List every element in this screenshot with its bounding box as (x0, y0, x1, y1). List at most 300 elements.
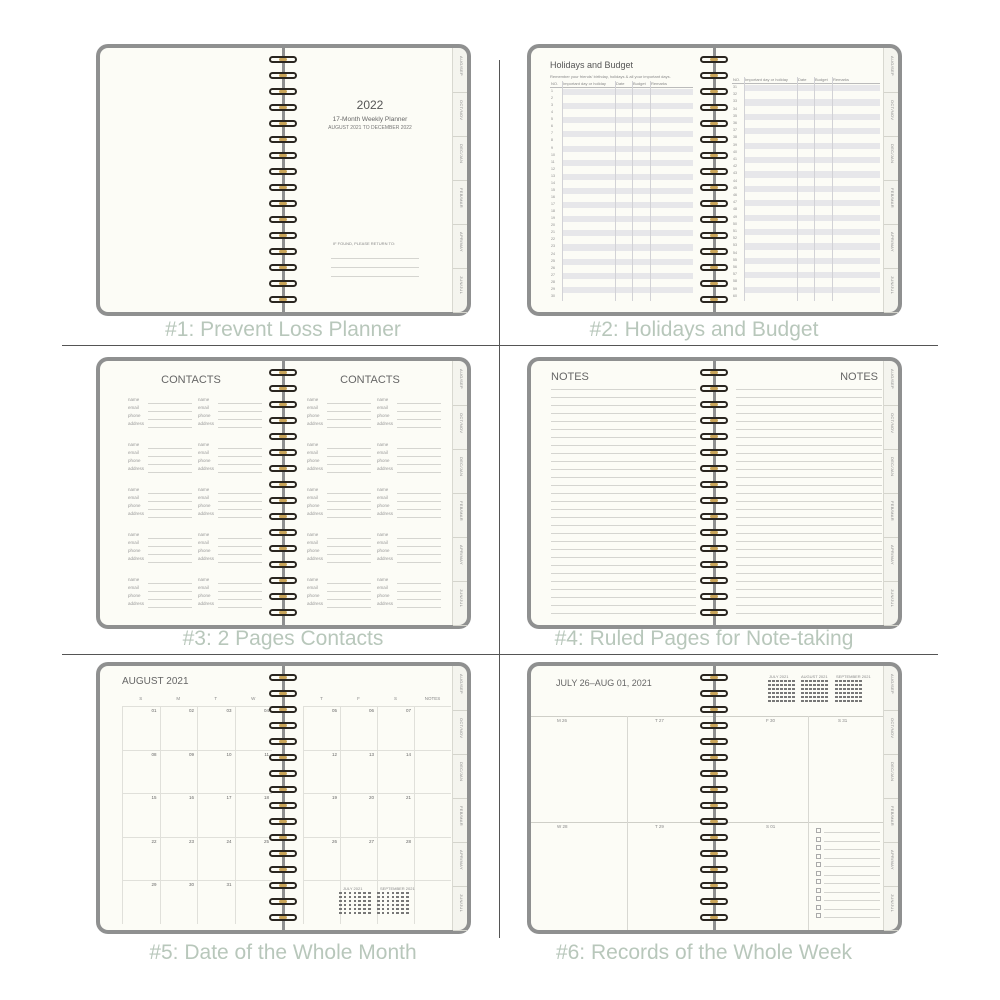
column-line (632, 81, 633, 301)
month-tab-label: FEB/MAR (890, 188, 895, 208)
month-tab-label: AUG/SEP (459, 674, 464, 694)
left-page (531, 666, 713, 930)
checklist (816, 828, 880, 924)
spiral-ring (269, 280, 297, 287)
calendar-day-cell (122, 706, 160, 750)
mini-day-dot (788, 696, 791, 698)
mini-day-dot (805, 688, 808, 690)
weekday-header: S (393, 696, 397, 701)
spiral-ring (700, 417, 728, 424)
checkbox (816, 854, 821, 859)
ruled-line (736, 597, 882, 598)
right-page (716, 361, 886, 625)
contact-field-line (148, 501, 192, 502)
contact-field-line (148, 464, 192, 465)
notes-title-right: NOTES (840, 371, 878, 383)
mini-day-dot (406, 908, 409, 910)
contact-field-line (327, 562, 371, 563)
notes-panel (527, 357, 902, 629)
table-row-bg (744, 99, 880, 105)
mini-day-dot (349, 912, 352, 914)
spiral-ring (700, 280, 728, 287)
row-number: 49 (733, 214, 737, 219)
month-title: AUGUST 2021 (122, 676, 189, 687)
row-number: 58 (733, 279, 737, 284)
calendar-day-number: 10 (226, 751, 232, 757)
row-number: 27 (551, 272, 555, 277)
table-row-bg (744, 157, 880, 163)
row-number: 37 (733, 128, 737, 133)
horizontal-divider-1 (62, 345, 938, 346)
mini-day-dot (382, 904, 385, 906)
ruled-line (551, 429, 696, 430)
spiral-ring (700, 184, 728, 191)
spiral-ring (269, 264, 297, 271)
month-tab-label: JUN/JUL (890, 589, 895, 608)
ruled-line (736, 389, 882, 390)
month-tab-label: FEB/MAR (890, 806, 895, 826)
contact-field-line (327, 509, 371, 510)
checkbox (816, 888, 821, 893)
mini-day-dot (377, 904, 380, 906)
day-divider (627, 716, 628, 930)
spiral-ring (700, 120, 728, 127)
contact-field-label: phone (128, 593, 141, 598)
contact-field-line (148, 419, 192, 420)
contact-field-line (218, 448, 262, 449)
return-line (331, 276, 419, 277)
row-number: 9 (551, 145, 553, 150)
table-row-bg (562, 244, 693, 250)
ruled-line (736, 517, 882, 518)
calendar-day-number: 08 (151, 751, 157, 757)
contact-field-label: phone (307, 503, 320, 508)
spiral-ring (269, 850, 297, 857)
contact-field-label: address (307, 556, 324, 561)
contact-field-label: address (307, 466, 324, 471)
contact-field-label: email (377, 540, 388, 545)
week-row-line (716, 716, 886, 717)
mini-day-dot (780, 680, 783, 682)
spiral-ring (700, 56, 728, 63)
contact-field-label: phone (198, 503, 211, 508)
calendar-day-cell (160, 706, 198, 750)
ruled-line (736, 541, 882, 542)
contact-field-line (397, 517, 441, 518)
table-header: Date (798, 77, 807, 82)
mini-day-dot (835, 684, 838, 686)
mini-day-dot (851, 696, 854, 698)
contact-field-label: name (307, 577, 319, 582)
mini-day-dot (339, 904, 342, 906)
contact-field-label: address (198, 601, 215, 606)
calendar-day-number: 20 (368, 795, 374, 801)
ruled-line (736, 525, 882, 526)
contact-field-label: phone (377, 548, 390, 553)
row-number: 47 (733, 200, 737, 205)
checkbox (816, 837, 821, 842)
contact-field-line (218, 456, 262, 457)
row-number: 40 (733, 149, 737, 154)
spiral-binding (263, 662, 301, 934)
mini-day-dot (392, 900, 395, 902)
row-number: 34 (733, 106, 737, 111)
checkbox (816, 913, 821, 918)
mini-cal-title: AUGUST 2021 (801, 674, 828, 679)
mini-day-dot (855, 692, 858, 694)
mini-day-dot (843, 684, 846, 686)
spiral-ring (269, 754, 297, 761)
spiral-ring (700, 248, 728, 255)
table-row-bg (562, 216, 693, 222)
table-header: Important day or holiday (563, 81, 606, 86)
spiral-ring (269, 674, 297, 681)
mini-day-dot (406, 904, 409, 906)
row-number: 41 (733, 157, 737, 161)
calendar-day-number: 28 (405, 838, 411, 844)
contact-field-line (218, 403, 262, 404)
table-row-bg (744, 114, 880, 120)
table-row-bg (562, 259, 693, 265)
header-line (550, 87, 693, 88)
contact-field-label: phone (307, 548, 320, 553)
mini-day-dot (368, 908, 371, 910)
ruled-line (736, 477, 882, 478)
mini-day-dot (772, 700, 775, 702)
left-page (100, 48, 282, 312)
calendar-day-number: 05 (331, 708, 337, 713)
mini-day-dot (768, 680, 771, 682)
row-number: 12 (551, 166, 555, 171)
spiral-ring (269, 882, 297, 889)
month-tab-label: FEB/MAR (459, 501, 464, 521)
mini-day-dot (805, 684, 808, 686)
spiral-ring (700, 497, 728, 504)
spiral-ring (700, 152, 728, 159)
mini-day-dot (792, 692, 795, 694)
month-tab-label: DEC/JAN (890, 144, 895, 164)
spiral-binding (697, 357, 732, 629)
row-number: 19 (551, 216, 555, 221)
ruled-line (736, 461, 882, 462)
checkbox (816, 828, 821, 833)
mini-day-dot (368, 892, 371, 894)
mini-day-dot (817, 696, 820, 698)
table-row-bg (744, 258, 880, 264)
left-page (531, 361, 713, 625)
mini-day-dot (801, 688, 804, 690)
contact-field-line (327, 456, 371, 457)
month-tab-label: APR/MAY (890, 232, 895, 252)
contact-field-line (327, 517, 371, 518)
ruled-line (551, 605, 696, 606)
mini-day-dot (768, 688, 771, 690)
contact-field-label: email (128, 450, 139, 455)
mini-day-dot (368, 900, 371, 902)
contact-field-line (397, 607, 441, 608)
mini-day-dot (805, 696, 808, 698)
contact-field-label: name (128, 487, 140, 492)
contact-field-line (148, 583, 192, 584)
contact-field-line (327, 538, 371, 539)
mini-day-dot (784, 684, 787, 686)
mini-day-dot (817, 692, 820, 694)
contacts-panel (96, 357, 471, 629)
table-row-bg (744, 171, 880, 177)
contact-field-line (148, 546, 192, 547)
checkbox (816, 871, 821, 876)
day-label: F 30 (766, 718, 776, 723)
month-tab-label: OCT/NOV (890, 413, 895, 434)
table-row-bg (744, 272, 880, 278)
holiday-table-right (732, 77, 880, 301)
table-row-bg (562, 202, 693, 208)
caption-4: #4: Ruled Pages for Note-taking (554, 627, 854, 650)
spiral-ring (700, 674, 728, 681)
contacts-list-left (128, 397, 268, 617)
ruled-line (736, 589, 882, 590)
checklist-line (824, 841, 880, 842)
table-row-bg (744, 85, 880, 91)
mini-day-dot (809, 680, 812, 682)
mini-day-dot (784, 688, 787, 690)
ruled-line (551, 493, 696, 494)
mini-day-dot (377, 892, 380, 894)
contact-field-label: email (307, 585, 318, 590)
spiral-ring (700, 481, 728, 488)
month-tab-label: AUG/SEP (459, 369, 464, 389)
row-number: 4 (551, 110, 553, 115)
month-tab-label: DEC/JAN (459, 457, 464, 477)
mini-day-dot (354, 892, 357, 894)
ruled-line (736, 549, 882, 550)
weekday-header: M (176, 696, 181, 701)
ruled-line (551, 421, 696, 422)
spiral-ring (269, 465, 297, 472)
mini-day-dot (392, 912, 395, 914)
mini-day-dot (784, 692, 787, 694)
contact-field-label: address (128, 466, 145, 471)
mini-day-dot (817, 680, 820, 682)
row-number: 11 (551, 159, 555, 164)
ruled-line (736, 581, 882, 582)
ruled-line (736, 469, 882, 470)
spiral-ring (700, 449, 728, 456)
spiral-ring (269, 545, 297, 552)
row-number: 3 (551, 103, 553, 108)
weekly-panel (527, 662, 902, 934)
mini-day-dot (847, 680, 850, 682)
spiral-ring (700, 529, 728, 536)
contact-field-line (218, 464, 262, 465)
spiral-ring (269, 577, 297, 584)
ruled-line (736, 485, 882, 486)
contact-field-line (148, 472, 192, 473)
month-tab-label: APR/MAY (459, 232, 464, 252)
mini-day-dot (339, 896, 342, 898)
contact-field-line (327, 546, 371, 547)
checkbox (816, 896, 821, 901)
contact-field-line (148, 562, 192, 563)
mini-day-dot (339, 900, 342, 902)
mini-day-dot (843, 688, 846, 690)
month-tab-label: OCT/NOV (459, 413, 464, 434)
month-tab-label: AUG/SEP (890, 674, 895, 694)
spiral-ring (700, 609, 728, 616)
ruled-line (551, 549, 696, 550)
calendar-day-number: 24 (226, 838, 232, 844)
calendar-day-cell (340, 706, 377, 750)
mini-day-dot (843, 696, 846, 698)
contact-field-label: name (198, 532, 210, 537)
checklist-line (824, 832, 880, 833)
ruled-line (551, 613, 696, 614)
contact-field-label: phone (377, 413, 390, 418)
contact-field-label: address (377, 466, 394, 471)
contact-field-line (327, 591, 371, 592)
mini-day-dot (847, 700, 850, 702)
month-tab-label: AUG/SEP (890, 369, 895, 389)
row-number: 54 (733, 250, 737, 255)
mini-day-dot (406, 900, 409, 902)
calendar-day-cell (122, 793, 160, 837)
mini-day-dot (855, 700, 858, 702)
ruled-line (551, 517, 696, 518)
contact-field-line (397, 599, 441, 600)
contact-field-label: name (307, 532, 319, 537)
mini-day-dot (387, 900, 390, 902)
column-line (797, 77, 798, 301)
month-tab-label: FEB/MAR (459, 188, 464, 208)
mini-day-dot (809, 700, 812, 702)
spiral-ring (700, 738, 728, 745)
weekday-header: F (357, 696, 360, 701)
contact-field-line (218, 599, 262, 600)
table-row-bg (744, 128, 880, 134)
row-number: 10 (551, 152, 555, 157)
mini-day-dot (847, 696, 850, 698)
ruled-line (551, 405, 696, 406)
ruled-line (736, 509, 882, 510)
contact-field-line (327, 554, 371, 555)
mini-day-dot (387, 912, 390, 914)
contacts-title-right: CONTACTS (340, 374, 400, 386)
table-header: NO. (551, 81, 559, 86)
mini-day-dot (358, 908, 361, 910)
spiral-ring (269, 706, 297, 713)
row-number: 8 (551, 138, 553, 143)
spiral-ring (269, 770, 297, 777)
mini-day-dot (354, 908, 357, 910)
mini-day-dot (387, 896, 390, 898)
table-row-bg (744, 229, 880, 235)
spiral-ring (700, 577, 728, 584)
row-number: 48 (733, 207, 737, 212)
mini-day-dot (339, 892, 342, 894)
contact-field-line (148, 456, 192, 457)
ruled-line (551, 541, 696, 542)
contact-field-line (327, 419, 371, 420)
mini-day-dot (344, 900, 347, 902)
mini-day-dot (368, 912, 371, 914)
spiral-ring (269, 296, 297, 303)
mini-day-dot (406, 892, 409, 894)
mini-day-dot (344, 896, 347, 898)
row-number: 20 (551, 223, 555, 228)
spiral-ring (269, 497, 297, 504)
ruled-line (736, 613, 882, 614)
row-number: 42 (733, 164, 737, 169)
contact-field-label: phone (377, 503, 390, 508)
row-number: 6 (551, 124, 553, 129)
spiral-ring (269, 248, 297, 255)
contact-field-line (148, 448, 192, 449)
spiral-ring (700, 513, 728, 520)
month-tab-label: JUN/JUL (459, 894, 464, 913)
calendar-day-cell (303, 837, 340, 881)
mini-day-dot (344, 892, 347, 894)
spiral-ring (700, 866, 728, 873)
contact-field-label: phone (128, 458, 141, 463)
calendar-day-number: 27 (368, 838, 374, 844)
spiral-ring (700, 914, 728, 921)
mini-day-dot (358, 896, 361, 898)
calendar-day-cell (414, 793, 451, 837)
weekday-header: W (251, 696, 256, 701)
spiral-ring (269, 802, 297, 809)
week-row-line (716, 822, 886, 823)
return-line (331, 267, 419, 268)
row-number: 38 (733, 135, 737, 140)
spiral-ring (269, 738, 297, 745)
calendar-right (303, 696, 451, 924)
checkbox (816, 845, 821, 850)
contact-field-line (148, 607, 192, 608)
row-number: 21 (551, 230, 555, 235)
contact-field-line (148, 509, 192, 510)
spiral-ring (269, 449, 297, 456)
calendar-day-number: 30 (188, 882, 194, 888)
mini-day-dot (784, 700, 787, 702)
mini-day-dot (401, 908, 404, 910)
calendar-day-number: 19 (331, 795, 337, 801)
spiral-ring (269, 104, 297, 111)
ruled-line (551, 397, 696, 398)
contact-field-label: phone (128, 413, 141, 418)
contact-field-line (327, 427, 371, 428)
contact-field-label: name (128, 397, 140, 402)
calendar-day-number: 11 (264, 751, 269, 757)
mini-day-dot (847, 688, 850, 690)
contact-field-line (327, 501, 371, 502)
mini-day-dot (780, 696, 783, 698)
mini-day-dot (396, 892, 399, 894)
contact-field-label: address (198, 421, 215, 426)
row-number: 51 (733, 229, 737, 233)
mini-day-dot (859, 696, 862, 698)
row-number: 28 (551, 279, 555, 284)
mini-day-dot (805, 700, 808, 702)
mini-day-dot (821, 700, 824, 702)
spiral-ring (269, 593, 297, 600)
vertical-divider (499, 60, 500, 938)
spiral-ring (269, 529, 297, 536)
mini-day-dot (768, 692, 771, 694)
mini-day-dot (363, 904, 366, 906)
mini-day-dot (358, 904, 361, 906)
contact-field-label: address (128, 421, 145, 426)
spiral-ring (269, 120, 297, 127)
